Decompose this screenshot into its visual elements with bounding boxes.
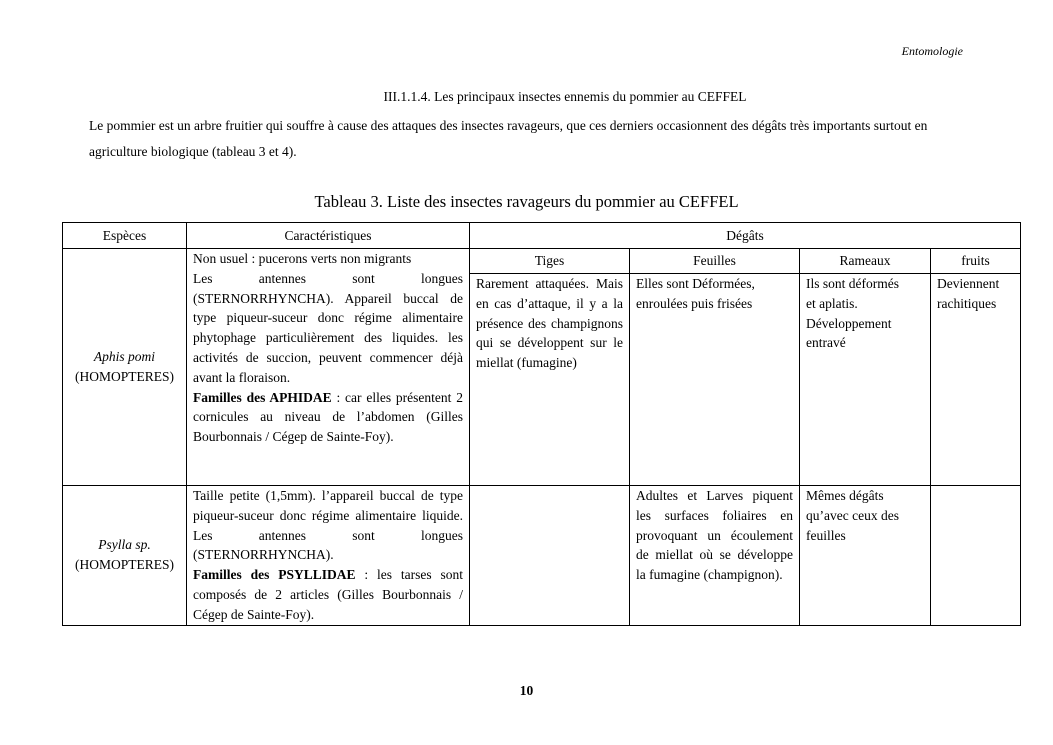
- subheader-feuilles: Feuilles: [630, 249, 800, 274]
- damage-feuilles-psylla: Adultes et Larves piquent les surfaces foliaires en provoquant un écoulement de miellat où se développe la fumagine (champignon).: [630, 486, 800, 626]
- species-name: Aphis pomi: [93, 349, 156, 365]
- characteristics-cell-psylla: [187, 486, 470, 626]
- species-name: Psylla sp.: [98, 537, 151, 553]
- page-number: 10: [519, 683, 534, 698]
- family-text: : car elles présentent 2 cornicules au niveau de l’abdomen (Gilles Bourbonnais / Cégep de Sainte-Foy).: [193, 389, 463, 445]
- subheader-rameaux: Rameaux: [800, 249, 931, 274]
- damage-rameaux-psylla: [800, 486, 931, 626]
- family-text: : les tarses sont composés de 2 articles (Gilles Bourbonnais / Cégep de Sainte-Foy).: [193, 567, 463, 622]
- species-cell-aphis: [63, 249, 187, 486]
- section-heading: III.1.1.4. Les principaux insectes ennemis du pommier au CEFFEL: [383, 89, 747, 104]
- char-body: Taille petite (1,5mm). l’appareil buccal de type piqueur-suceur donc régime alimentaire liquide. Les antennes sont longues (STERNORRHYNCHA).: [193, 488, 463, 563]
- family-label: Familles des PSYLLIDAE: [193, 567, 356, 583]
- rameaux-line: feuilles: [806, 527, 846, 543]
- damage-feuilles-aphis: Elles sont Déformées, enroulées puis frisées: [630, 274, 800, 486]
- damage-tiges-aphis: Rarement attaquées. Mais en cas d’attaque, il y a la présence des champignons qui se développent sur le miellat (fumagine): [470, 274, 630, 486]
- intro-paragraph: Le pommier est un arbre fruitier qui souffre à cause des attaques des insectes ravageurs, que ces derniers occasionnent des dégâts très importants surtout en agriculture biologique (tableau 3 et 4).: [89, 118, 928, 159]
- rameaux-line: Ils sont déformés: [806, 276, 899, 291]
- rameaux-line: Mêmes dégâts: [806, 488, 884, 503]
- header-characteristics: Caractéristiques: [187, 223, 470, 249]
- damage-rameaux-aphis: [800, 274, 931, 486]
- char-body: Les antennes sont longues (STERNORRHYNCHA). Appareil buccal de type piqueur-suceur donc régime alimentaire phytophage particulièrement des liquides. les activités de succion, peuvent commencer déjà avant la floraison.: [193, 270, 463, 385]
- species-order: (HOMOPTERES): [74, 369, 174, 384]
- family-label: Familles des APHIDAE: [193, 389, 332, 405]
- header-damage: Dégâts: [470, 223, 1021, 249]
- species-order: (HOMOPTERES): [74, 557, 174, 573]
- subheader-fruits: fruits: [931, 249, 1021, 274]
- damage-fruits-psylla: [931, 486, 1021, 626]
- fruits-line: rachitiques: [937, 295, 997, 311]
- damage-fruits-aphis: [931, 274, 1021, 486]
- table-caption: Tableau 3. Liste des insectes ravageurs du pommier au CEFFEL: [314, 192, 739, 211]
- rameaux-line: et aplatis.: [806, 295, 858, 311]
- fruits-line: Deviennent: [937, 276, 1000, 291]
- subheader-tiges: Tiges: [470, 249, 630, 274]
- running-header: Entomologie: [901, 44, 963, 58]
- rameaux-line: qu’avec ceux des: [806, 507, 899, 523]
- pests-table: [62, 222, 1021, 626]
- characteristics-cell-aphis: [187, 249, 470, 486]
- damage-tiges-psylla: [470, 486, 630, 626]
- rameaux-line: entravé: [806, 335, 846, 351]
- species-cell-psylla: [63, 486, 187, 626]
- char-intro: Non usuel : pucerons verts non migrants: [193, 251, 412, 266]
- header-species: Espèces: [63, 223, 187, 249]
- rameaux-line: Développement: [806, 315, 892, 331]
